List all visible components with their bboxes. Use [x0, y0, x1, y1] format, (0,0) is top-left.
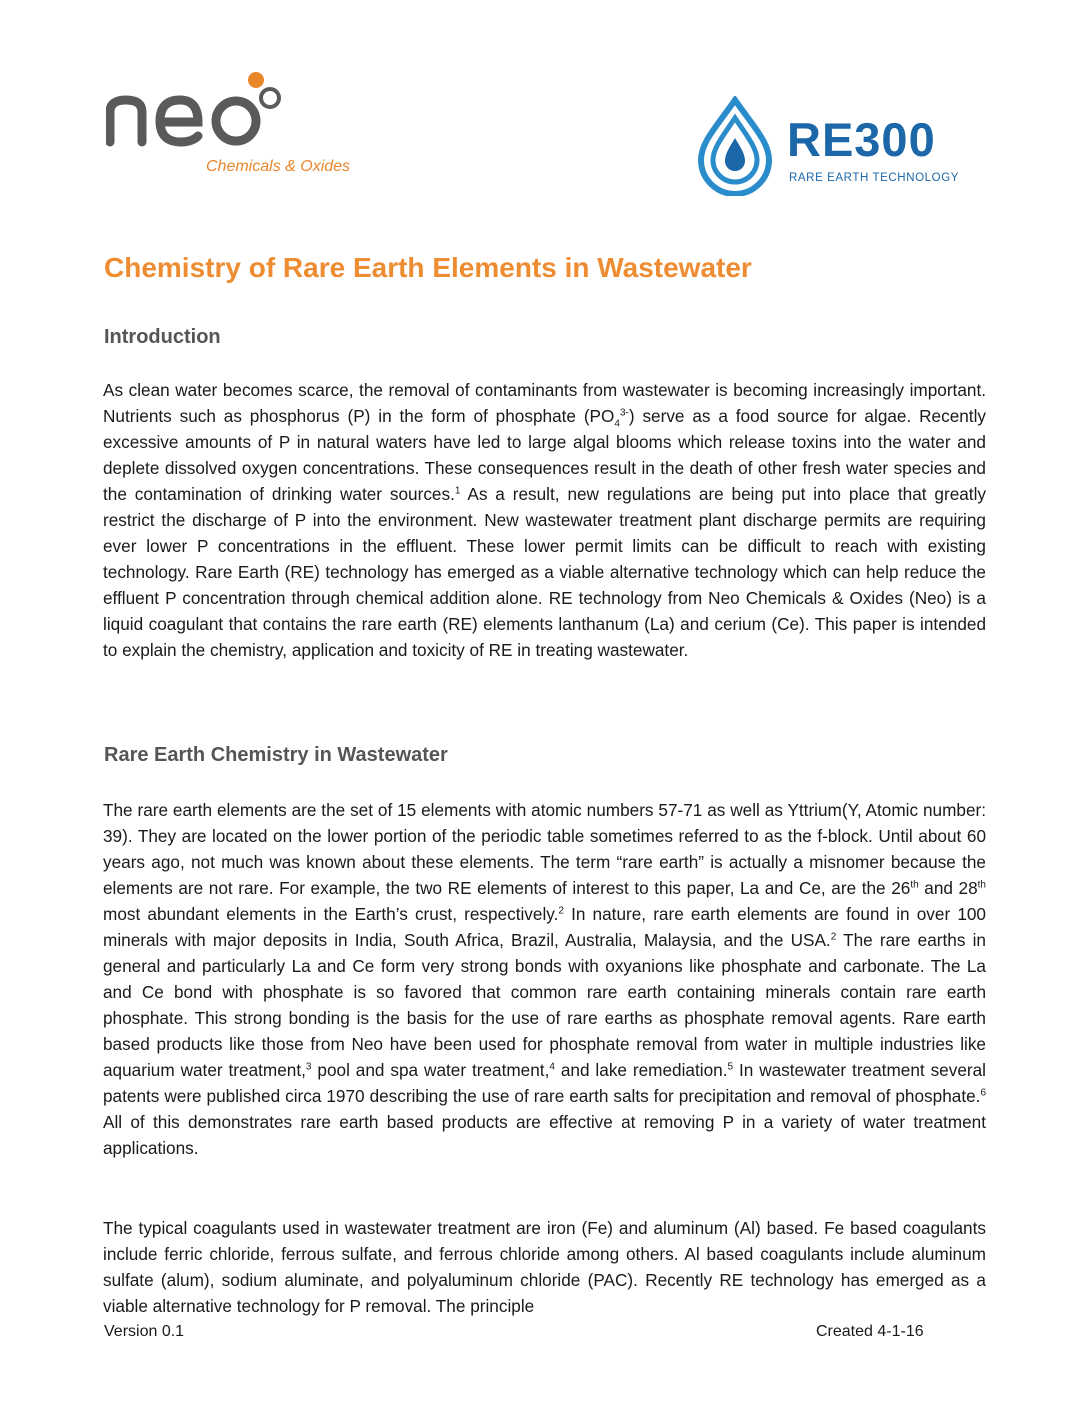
citation-2b: 2 — [830, 931, 837, 943]
citation-5: 5 — [727, 1061, 734, 1073]
water-drop-icon — [695, 96, 785, 196]
section-heading-chemistry: Rare Earth Chemistry in Wastewater — [104, 744, 448, 766]
footer-version: Version 0.1 — [104, 1323, 185, 1340]
re300-subtitle: RARE EARTH TECHNOLOGY — [789, 172, 960, 184]
citation-4: 4 — [549, 1061, 555, 1073]
section-heading-introduction: Introduction — [104, 326, 221, 348]
chemistry-paragraph-2: The typical coagulants used in wastewater treatment are iron (Fe) and aluminum (Al) based. Fe based coagulants include ferric chloride, ferrous sulfate, and ferrous chloride among others. Al based coagulants include aluminum sulfate (alum), sodium aluminate, and polyaluminum chloride (PAC). Recently RE technology has emerged as a viable alternative technology for P removal. The principle — [103, 1218, 986, 1316]
document-title: Chemistry of Rare Earth Elements in Wastewater — [104, 252, 752, 283]
re300-logo — [695, 96, 985, 196]
citation-6: 6 — [980, 1087, 986, 1099]
re300-wordmark: RE300 — [787, 113, 936, 166]
introduction-paragraph: As clean water becomes scarce, the removal of contaminants from wastewater is becoming increasingly important. Nutrients such as phosphorus (P) in the form of phosphate $(PO_4^{3-})$ serve as a food source for algae. Recently excessive amounts of P in natural waters have led to large algal blooms which release toxins into the water and deplete dissolved oxygen concentrations. These consequences result in the death of other fresh water species and the contamination of drinking water sources.$^1$ As a result, new regulations are being put into place that greatly restrict the discharge of P into the environment. New wastewater treatment plant discharge permits are requiring ever lower P concentrations in the effluent. These lower permit limits can be difficult to reach with existing technology. Rare Earth (RE) technology has emerged as a viable alternative technology which can help reduce the effluent P concentration through chemical addition alone. RE technology from Neo Chemicals & Oxides (Neo) is a liquid coagulant that contains the rare earth (RE) elements lanthanum (La) and cerium (Ce). This paper is intended to explain the chemistry, application and toxicity of RE in treating wastewater. — [103, 380, 986, 660]
neo-logo — [106, 70, 406, 180]
chemistry-paragraph-1: The rare earth elements are the set of 15 elements with atomic numbers 57-71 as well as Yttrium(Y, Atomic number: 39). They are located on the lower portion of the periodic table sometimes referred to as the f-block. Until about 60 years ago, not much was known about these elements. The term “rare earth” is actually a misnomer because the elements are not rare. For example, the two RE elements of interest to this paper, La and Ce, are the 26th and 28th most abundant elements in the Earth’s crust, respectively.$^2$ In nature, rare earth elements are found in over 100 minerals with major deposits in India, South Africa, Brazil, Australia, Malaysia, and the USA.$^2$ The rare earths in general and particularly La and Ce form very strong bonds with oxyanions like phosphate and carbonate. The La and Ce bond with phosphate is so favored that common rare earth containing minerals contain rare earth phosphate. This strong bonding is the basis for the use of rare earths as phosphate removal agents. Rare earth based products like those from Neo have been used for phosphate removal from water in multiple industries like aquarium water treatment,$^3$ pool and spa water treatment,$^4$ and lake remediation.$^5$ In wastewater treatment several patents were published circa 1970 describing the use of rare earth salts for precipitation and removal of phosphate.$^6$ All of this demonstrates rare earth based products are effective at removing P in a variety of water treatment applications. — [103, 800, 986, 1158]
citation-1: 1 — [454, 485, 461, 497]
citation-3: 3 — [305, 1061, 312, 1073]
footer-created-date: Created 4-1-16 — [816, 1323, 924, 1340]
neo-tagline: Chemicals & Oxides — [206, 158, 351, 175]
citation-2a: 2 — [558, 905, 564, 917]
